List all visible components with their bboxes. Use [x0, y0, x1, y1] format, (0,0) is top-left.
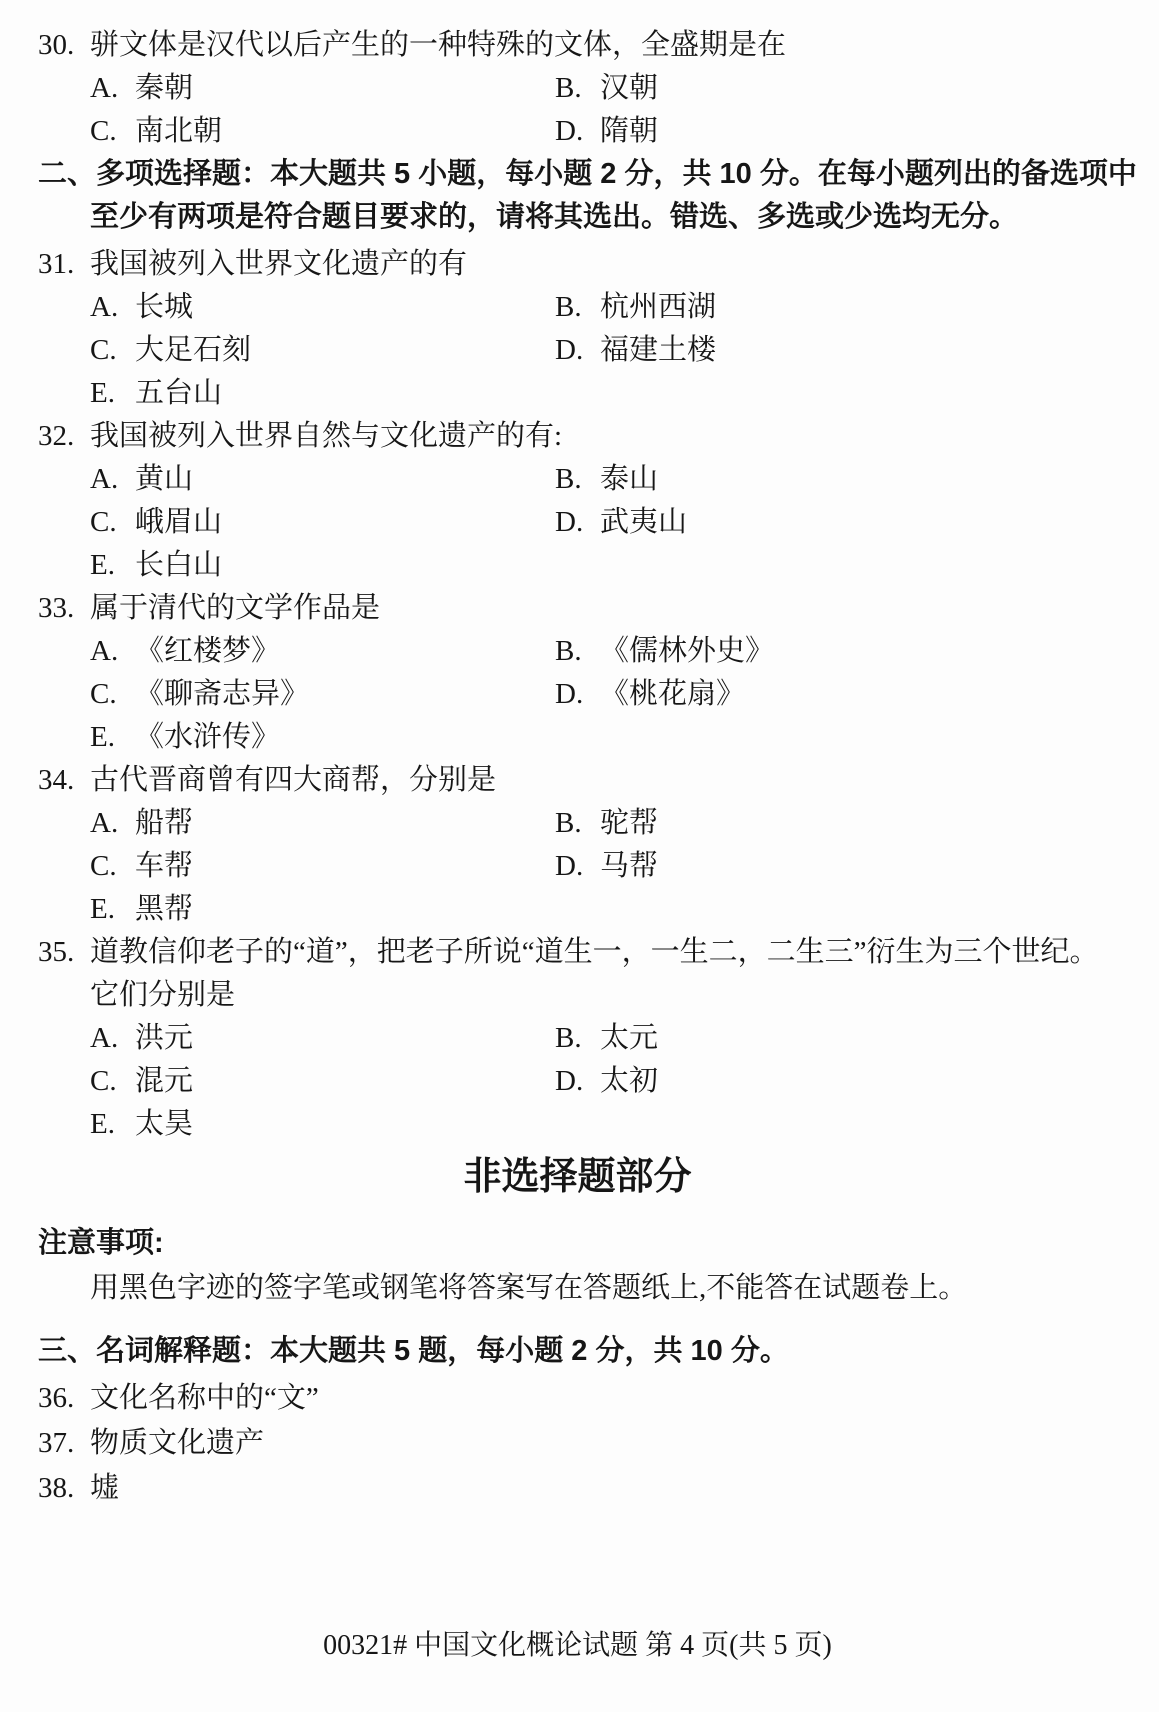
- question-35-stem: [38, 935, 1117, 970]
- option-label: E.: [90, 721, 115, 753]
- question-34-options: [90, 806, 1117, 927]
- question-number: 34.: [38, 764, 75, 796]
- option-label: C.: [90, 334, 117, 366]
- option-text: 五台山: [135, 377, 223, 409]
- option-label: E.: [90, 1108, 115, 1140]
- question-31-options: [90, 290, 1117, 411]
- question-number: 33.: [38, 592, 75, 624]
- option-d: [555, 677, 1117, 712]
- option-label: C.: [90, 678, 117, 710]
- question-number: 37.: [38, 1427, 75, 1459]
- question-text: 道教信仰老子的“道”，把老子所说“道生一，一生二，二生三”衍生为三个世纪。: [90, 936, 1099, 968]
- question-text: 骈文体是汉代以后产生的一种特殊的文体，全盛期是在: [90, 29, 787, 61]
- non-choice-section-title: 非选择题部分: [463, 1156, 692, 1198]
- option-b: [555, 634, 1117, 669]
- question-text: 古代晋商曾有四大商帮，分别是: [90, 764, 497, 796]
- option-label: D.: [555, 506, 584, 538]
- option-e: [90, 1107, 555, 1142]
- option-label: B.: [555, 291, 582, 323]
- question-number: 36.: [38, 1382, 75, 1414]
- option-text: 汉朝: [600, 72, 659, 104]
- option-d: [555, 114, 1117, 149]
- question-30-stem: [38, 28, 1117, 63]
- option-text: 混元: [135, 1065, 194, 1097]
- option-text: 南北朝: [135, 115, 223, 147]
- question-36: [38, 1381, 1117, 1416]
- section-2-heading-line2: 至少有两项是符合题目要求的，请将其选出。错选、多选或少选均无分。: [90, 201, 1019, 233]
- question-text: 我国被列入世界文化遗产的有: [90, 248, 468, 280]
- option-text: 武夷山: [600, 506, 688, 538]
- question-34-stem: [38, 763, 1117, 798]
- option-label: B.: [555, 635, 582, 667]
- question-text: 属于清代的文学作品是: [90, 592, 381, 624]
- option-e: [90, 376, 555, 411]
- option-text: 车帮: [135, 850, 194, 882]
- option-a: [90, 634, 555, 669]
- option-c: [90, 677, 555, 712]
- option-a: [90, 462, 555, 497]
- option-text: 长城: [135, 291, 194, 323]
- option-text: 泰山: [600, 463, 659, 495]
- question-35-stem-line2: 它们分别是: [90, 979, 236, 1011]
- option-label: C.: [90, 850, 117, 882]
- option-label: E.: [90, 549, 115, 581]
- option-text: 《儒林外史》: [600, 635, 775, 667]
- option-label: B.: [555, 463, 582, 495]
- option-text: 太初: [600, 1065, 659, 1097]
- option-c: [90, 1064, 555, 1099]
- option-c: [90, 114, 555, 149]
- section-3-heading: 三、名词解释题：本大题共 5 题，每小题 2 分，共 10 分。: [38, 1335, 789, 1367]
- section-2-heading-line1: 二、多项选择题：本大题共 5 小题，每小题 2 分，共 10 分。在每小题列出的备选项中: [38, 158, 1137, 190]
- option-e: [90, 548, 555, 583]
- option-label: A.: [90, 1022, 119, 1054]
- option-b: [555, 1021, 1117, 1056]
- option-c: [90, 505, 555, 540]
- section-2-heading: [38, 157, 1137, 235]
- option-c: [90, 849, 555, 884]
- option-d: [555, 333, 1117, 368]
- option-text: 洪元: [135, 1022, 194, 1054]
- option-label: B.: [555, 72, 582, 104]
- option-c: [90, 333, 555, 368]
- question-38: [38, 1471, 1117, 1506]
- question-number: 32.: [38, 420, 75, 452]
- option-label: D.: [555, 678, 584, 710]
- option-label: C.: [90, 506, 117, 538]
- question-32-options: [90, 462, 1117, 583]
- option-label: A.: [90, 635, 119, 667]
- option-text: 杭州西湖: [600, 291, 717, 323]
- option-text: 福建土楼: [600, 334, 717, 366]
- option-label: E.: [90, 377, 115, 409]
- option-text: 《桃花扇》: [600, 678, 746, 710]
- option-label: D.: [555, 1065, 584, 1097]
- option-text: 《聊斋志异》: [135, 678, 310, 710]
- question-number: 31.: [38, 248, 75, 280]
- option-text: 隋朝: [600, 115, 659, 147]
- option-label: E.: [90, 893, 115, 925]
- option-e: [90, 720, 555, 755]
- option-a: [90, 806, 555, 841]
- option-label: A.: [90, 463, 119, 495]
- option-text: 大足石刻: [135, 334, 252, 366]
- option-text: 太昊: [135, 1108, 194, 1140]
- question-31-stem: [38, 247, 1117, 282]
- question-33-options: [90, 634, 1117, 755]
- option-e: [90, 892, 555, 927]
- option-a: [90, 290, 555, 325]
- question-33-stem: [38, 591, 1117, 626]
- question-number: 38.: [38, 1472, 75, 1504]
- question-35-options: [90, 1021, 1117, 1142]
- question-30: [38, 28, 1117, 149]
- option-label: A.: [90, 291, 119, 323]
- question-text: 我国被列入世界自然与文化遗产的有:: [90, 420, 563, 452]
- option-text: 峨眉山: [135, 506, 223, 538]
- option-d: [555, 849, 1117, 884]
- question-text: 墟: [90, 1472, 120, 1504]
- option-text: 太元: [600, 1022, 659, 1054]
- option-text: 《水浒传》: [135, 721, 281, 753]
- question-text: 物质文化遗产: [90, 1427, 265, 1459]
- question-31: [38, 247, 1117, 411]
- notice-title: 注意事项:: [38, 1227, 164, 1259]
- option-text: 船帮: [135, 807, 194, 839]
- notice-block: [38, 1226, 1117, 1306]
- option-a: [90, 71, 555, 106]
- option-b: [555, 462, 1117, 497]
- option-d: [555, 505, 1117, 540]
- option-text: 秦朝: [135, 72, 194, 104]
- question-number: 30.: [38, 29, 75, 61]
- question-30-options: [90, 71, 1117, 149]
- option-d: [555, 1064, 1117, 1099]
- option-label: A.: [90, 807, 119, 839]
- notice-body: 用黑色字迹的签字笔或钢笔将答案写在答题纸上,不能答在试题卷上。: [90, 1272, 968, 1304]
- option-label: B.: [555, 1022, 582, 1054]
- option-text: 马帮: [600, 850, 659, 882]
- option-label: C.: [90, 115, 117, 147]
- option-label: D.: [555, 334, 584, 366]
- option-b: [555, 71, 1117, 106]
- option-text: 黑帮: [135, 893, 194, 925]
- option-label: D.: [555, 115, 584, 147]
- option-b: [555, 290, 1117, 325]
- option-text: 《红楼梦》: [135, 635, 281, 667]
- option-text: 长白山: [135, 549, 223, 581]
- option-b: [555, 806, 1117, 841]
- question-text: 文化名称中的“文”: [90, 1382, 319, 1414]
- option-label: B.: [555, 807, 582, 839]
- question-37: [38, 1426, 1117, 1461]
- question-32: [38, 419, 1117, 583]
- question-35: [38, 935, 1117, 1142]
- question-34: [38, 763, 1117, 927]
- option-text: 黄山: [135, 463, 194, 495]
- question-33: [38, 591, 1117, 755]
- question-number: 35.: [38, 936, 75, 968]
- question-32-stem: [38, 419, 1117, 454]
- option-text: 驼帮: [600, 807, 659, 839]
- option-label: A.: [90, 72, 119, 104]
- page-footer: 00321# 中国文化概论试题 第 4 页(共 5 页): [323, 1630, 832, 1661]
- option-a: [90, 1021, 555, 1056]
- option-label: C.: [90, 1065, 117, 1097]
- option-label: D.: [555, 850, 584, 882]
